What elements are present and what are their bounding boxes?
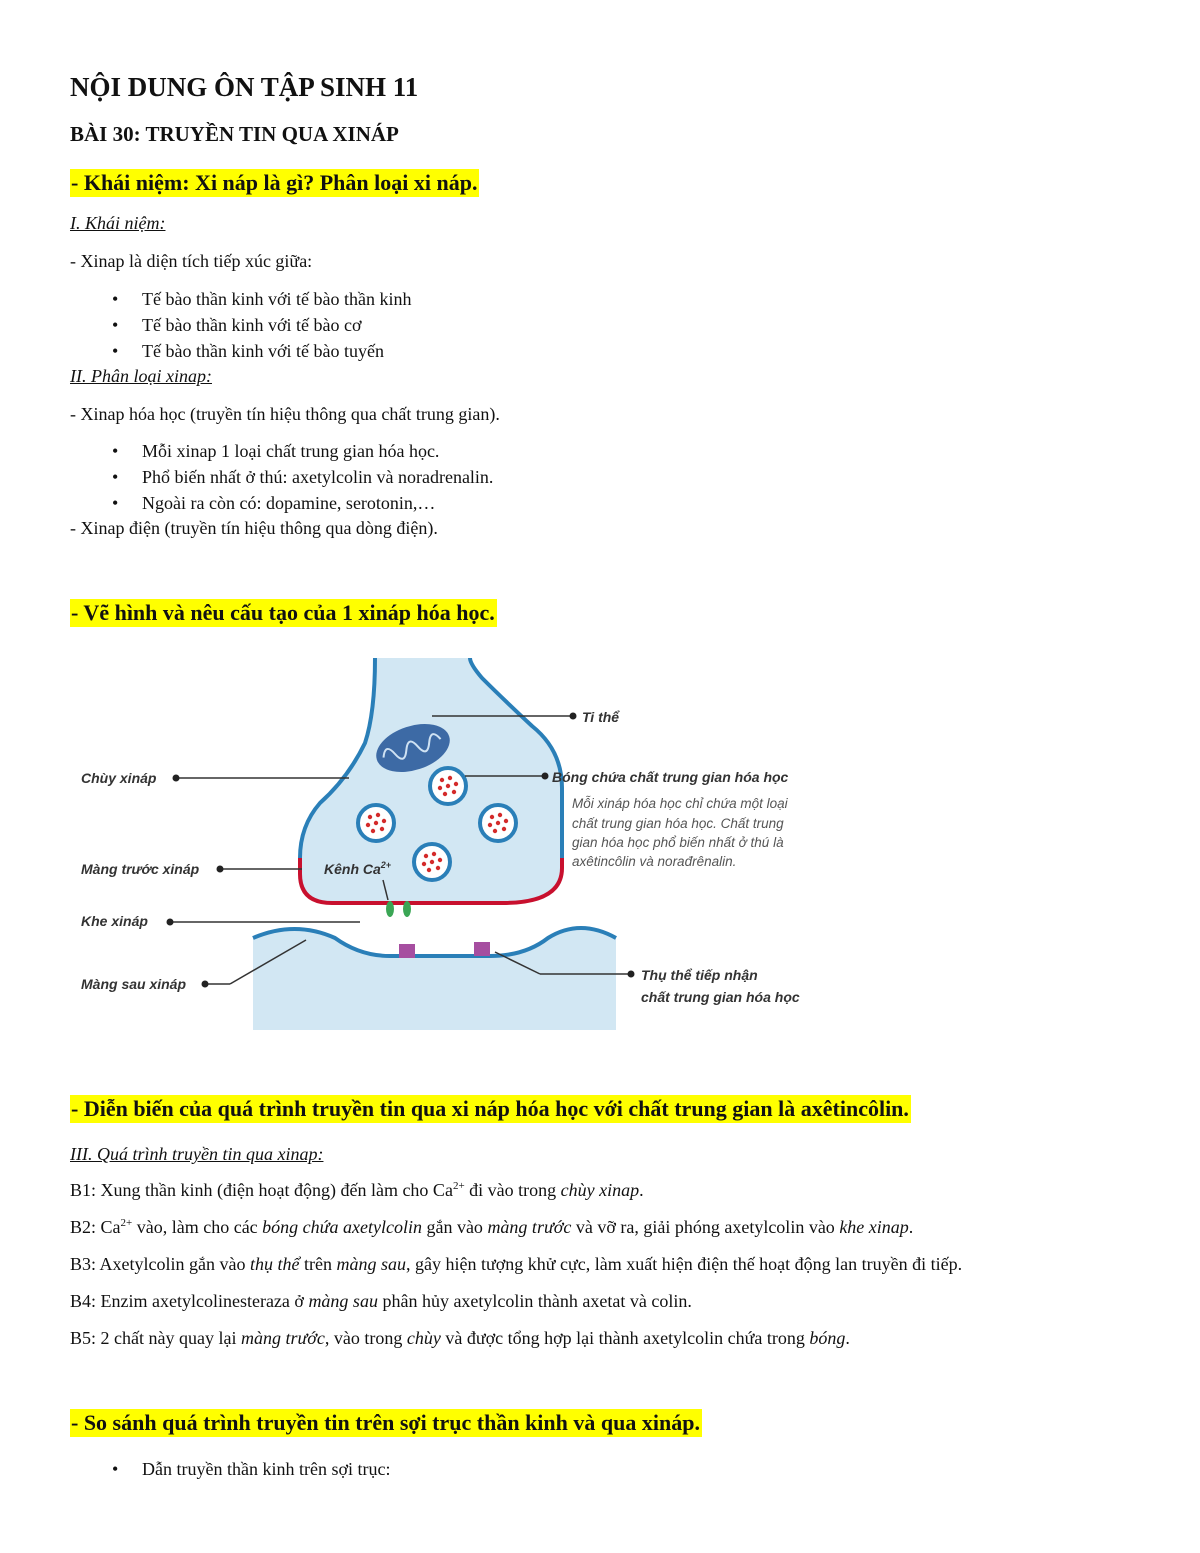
step-5: B5: 2 chất này quay lại màng trước, vào trong chùy và được tổng hợp lại thành axetylcolin chứa trong bóng. <box>70 1328 850 1348</box>
label-mitochondrion: Ti thể <box>582 709 620 725</box>
label-receptor: Thụ thể tiếp nhận <box>641 967 758 983</box>
list-item: • Mỗi xinap 1 loại chất trung gian hóa học. <box>112 438 493 464</box>
list-item: • Phổ biến nhất ở thú: axetylcolin và noradrenalin. <box>112 464 493 490</box>
section-heading-concept: - Khái niệm: Xi náp là gì? Phân loại xi náp. <box>71 170 478 195</box>
calcium-channel-icon <box>386 901 394 917</box>
label-receptor: chất trung gian hóa học <box>641 989 800 1005</box>
section-heading-compare: - So sánh quá trình truyền tin trên sợi trục thần kinh và qua xináp. <box>71 1410 700 1435</box>
synapse-diagram <box>70 658 830 1038</box>
label-vesicle: Bóng chứa chất trung gian hóa học <box>552 769 789 785</box>
definition-line: - Xinap là diện tích tiếp xúc giữa: <box>70 251 313 271</box>
step-2: B2: $Ca^{2+}$ vào, làm cho các bóng chứa axetylcolin gắn vào màng trước và vỡ ra, giải phóng axetylcolin vào khe xinap. <box>70 1217 914 1237</box>
list-item: • Tế bào thần kinh với tế bào thần kinh <box>112 286 411 312</box>
subheading-process: III. Quá trình truyền tin qua xinap: <box>70 1144 324 1164</box>
vesicle <box>480 805 516 841</box>
step-1: B1: Xung thần kinh (điện hoạt động) đến làm cho $Ca^{2+}$ đi vào trong chùy xinap. <box>70 1180 644 1200</box>
step-3: B3: Axetylcolin gắn vào thụ thể trên màng sau, gây hiện tượng khử cực, làm xuất hiện điện thế hoạt động lan truyền đi tiếp. <box>70 1254 963 1274</box>
chemical-synapse-line: - Xinap hóa học (truyền tín hiệu thông qua chất trung gian). <box>70 404 500 424</box>
receptor-icon <box>399 944 415 958</box>
list-item: • Ngoài ra còn có: dopamine, serotonin,… <box>112 490 493 516</box>
vesicle <box>430 768 466 804</box>
subheading-definition: I. Khái niệm: <box>70 213 166 233</box>
label-calcium-channel: Kênh $Ca^{2+}$ <box>324 860 392 877</box>
list-item: • Tế bào thần kinh với tế bào cơ <box>112 312 411 338</box>
label-synaptic-cleft: Khe xináp <box>81 913 148 929</box>
label-presynaptic-membrane: Màng trước xináp <box>81 861 200 877</box>
postsynaptic-cell <box>253 928 616 1030</box>
electrical-synapse-line: - Xinap điện (truyền tín hiệu thông qua dòng điện). <box>70 518 438 538</box>
document-title: NỘI DUNG ÔN TẬP SINH 11 <box>70 72 419 102</box>
note-line: Mỗi xináp hóa học chỉ chứa một loại <box>572 796 788 811</box>
chemical-synapse-list <box>112 438 493 516</box>
note-line: chất trung gian hóa học. Chất trung <box>572 816 784 831</box>
vesicle <box>358 805 394 841</box>
subheading-classification: II. Phân loại xinap: <box>70 366 212 386</box>
list-item: • Tế bào thần kinh với tế bào tuyến <box>112 338 411 364</box>
list-item: • Dẫn truyền thần kinh trên sợi trục: <box>112 1456 390 1482</box>
section-heading-process: - Diễn biến của quá trình truyền tin qua xi náp hóa học với chất trung gian là axêtincôlin. <box>71 1096 909 1121</box>
note-line: axêtincôlin và norađrênalin. <box>572 854 737 869</box>
lesson-heading: BÀI 30: TRUYỀN TIN QUA XINÁP <box>70 122 399 146</box>
compare-list <box>112 1456 390 1482</box>
section-heading-diagram: - Vẽ hình và nêu cấu tạo của 1 xináp hóa học. <box>71 600 495 625</box>
calcium-channel-icon <box>403 901 411 917</box>
receptor-icon <box>474 942 490 956</box>
definition-list <box>112 286 411 364</box>
vesicle <box>414 844 450 880</box>
label-synaptic-knob: Chùy xináp <box>81 770 157 786</box>
label-postsynaptic-membrane: Màng sau xináp <box>81 976 187 992</box>
note-line: gian hóa học phổ biến nhất ở thú là <box>572 835 784 850</box>
step-4: B4: Enzim axetylcolinesteraza ở màng sau phân hủy axetylcolin thành axetat và colin. <box>70 1291 692 1311</box>
